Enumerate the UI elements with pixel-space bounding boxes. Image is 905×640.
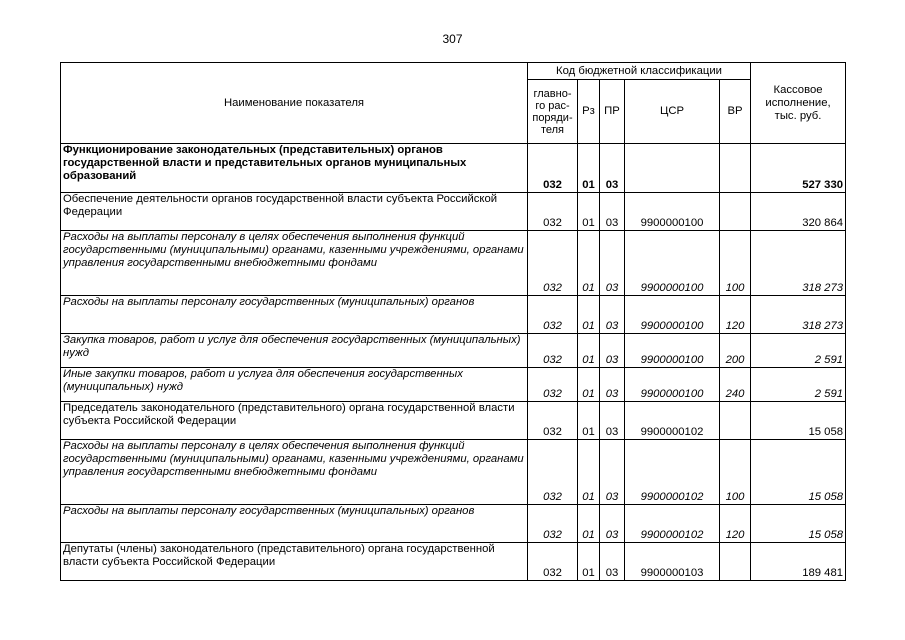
row-csr-code: 9900000100 xyxy=(625,231,720,296)
row-csr-code: 9900000102 xyxy=(625,505,720,543)
table-row xyxy=(61,440,846,505)
row-amount: 318 273 xyxy=(751,231,846,296)
row-pr-code: 03 xyxy=(600,543,625,581)
row-name: Иные закупки товаров, работ и услуга для обеспечения государственных (муниципальных) нужд xyxy=(61,368,528,402)
row-main-manager-code: 032 xyxy=(528,334,578,368)
header-vr: ВР xyxy=(720,80,751,144)
row-vr-code: 120 xyxy=(720,505,751,543)
row-rz-code: 01 xyxy=(578,231,600,296)
row-name: Обеспечение деятельности органов государственной власти субъекта Российской Федерации xyxy=(61,193,528,231)
table-row xyxy=(61,334,846,368)
row-name: Функционирование законодательных (представительных) органов государственной власти и представительных органов муниципальных образований xyxy=(61,144,528,193)
table-row xyxy=(61,543,846,581)
row-amount: 15 058 xyxy=(751,402,846,440)
row-pr-code: 03 xyxy=(600,193,625,231)
row-rz-code: 01 xyxy=(578,368,600,402)
row-amount: 2 591 xyxy=(751,334,846,368)
row-vr-code: 240 xyxy=(720,368,751,402)
row-rz-code: 01 xyxy=(578,144,600,193)
row-name: Расходы на выплаты персоналу государственных (муниципальных) органов xyxy=(61,296,528,334)
table-row xyxy=(61,144,846,193)
header-cash-execution: Кассовое исполнение, тыс. руб. xyxy=(751,63,846,144)
row-pr-code: 03 xyxy=(600,368,625,402)
row-main-manager-code: 032 xyxy=(528,296,578,334)
row-vr-code: 100 xyxy=(720,440,751,505)
row-vr-code: 200 xyxy=(720,334,751,368)
row-csr-code: 9900000100 xyxy=(625,296,720,334)
row-csr-code: 9900000102 xyxy=(625,402,720,440)
row-amount: 2 591 xyxy=(751,368,846,402)
row-amount: 189 481 xyxy=(751,543,846,581)
row-name: Расходы на выплаты персоналу в целях обеспечения выполнения функций государственными (муниципальными) органами, казенными учреждениями, органами управления государственными внебюджетными фондами xyxy=(61,231,528,296)
budget-table xyxy=(60,62,846,581)
row-rz-code: 01 xyxy=(578,334,600,368)
table-row xyxy=(61,231,846,296)
row-vr-code xyxy=(720,543,751,581)
row-csr-code xyxy=(625,144,720,193)
row-csr-code: 9900000100 xyxy=(625,334,720,368)
header-classification-group: Код бюджетной классификации xyxy=(528,63,751,80)
row-pr-code: 03 xyxy=(600,231,625,296)
row-vr-code xyxy=(720,144,751,193)
table-row xyxy=(61,193,846,231)
row-amount: 318 273 xyxy=(751,296,846,334)
row-name: Расходы на выплаты персоналу государственных (муниципальных) органов xyxy=(61,505,528,543)
row-name: Депутаты (члены) законодательного (представительного) органа государственной власти субъекта Российской Федерации xyxy=(61,543,528,581)
row-pr-code: 03 xyxy=(600,334,625,368)
row-name: Расходы на выплаты персоналу в целях обеспечения выполнения функций государственными (муниципальными) органами, казенными учреждениями, органами управления государственными внебюджетными фондами xyxy=(61,440,528,505)
table-row xyxy=(61,402,846,440)
row-amount: 15 058 xyxy=(751,505,846,543)
table-row xyxy=(61,505,846,543)
row-csr-code: 9900000100 xyxy=(625,368,720,402)
header-pr: ПР xyxy=(600,80,625,144)
table-row xyxy=(61,296,846,334)
row-rz-code: 01 xyxy=(578,440,600,505)
page-number: 307 xyxy=(442,32,463,46)
row-main-manager-code: 032 xyxy=(528,231,578,296)
row-main-manager-code: 032 xyxy=(528,368,578,402)
row-pr-code: 03 xyxy=(600,505,625,543)
table-body xyxy=(61,144,846,581)
row-pr-code: 03 xyxy=(600,144,625,193)
row-csr-code: 9900000102 xyxy=(625,440,720,505)
header-name: Наименование показателя xyxy=(61,63,528,144)
header-main-manager: главно-го рас-поряди-теля xyxy=(528,80,578,144)
table-row xyxy=(61,368,846,402)
row-amount: 15 058 xyxy=(751,440,846,505)
row-main-manager-code: 032 xyxy=(528,505,578,543)
row-vr-code xyxy=(720,193,751,231)
row-rz-code: 01 xyxy=(578,543,600,581)
row-amount: 320 864 xyxy=(751,193,846,231)
row-pr-code: 03 xyxy=(600,402,625,440)
row-rz-code: 01 xyxy=(578,193,600,231)
row-main-manager-code: 032 xyxy=(528,193,578,231)
header-rz: Рз xyxy=(578,80,600,144)
row-name: Закупка товаров, работ и услуг для обеспечения государственных (муниципальных) нужд xyxy=(61,334,528,368)
row-rz-code: 01 xyxy=(578,296,600,334)
row-pr-code: 03 xyxy=(600,440,625,505)
row-main-manager-code: 032 xyxy=(528,144,578,193)
row-csr-code: 9900000103 xyxy=(625,543,720,581)
row-pr-code: 03 xyxy=(600,296,625,334)
row-vr-code: 100 xyxy=(720,231,751,296)
row-csr-code: 9900000100 xyxy=(625,193,720,231)
header-csr: ЦСР xyxy=(625,80,720,144)
row-vr-code xyxy=(720,402,751,440)
row-amount: 527 330 xyxy=(751,144,846,193)
row-rz-code: 01 xyxy=(578,402,600,440)
row-rz-code: 01 xyxy=(578,505,600,543)
row-main-manager-code: 032 xyxy=(528,543,578,581)
row-name: Председатель законодательного (представительного) органа государственной власти субъекта Российской Федерации xyxy=(61,402,528,440)
row-vr-code: 120 xyxy=(720,296,751,334)
row-main-manager-code: 032 xyxy=(528,402,578,440)
row-main-manager-code: 032 xyxy=(528,440,578,505)
